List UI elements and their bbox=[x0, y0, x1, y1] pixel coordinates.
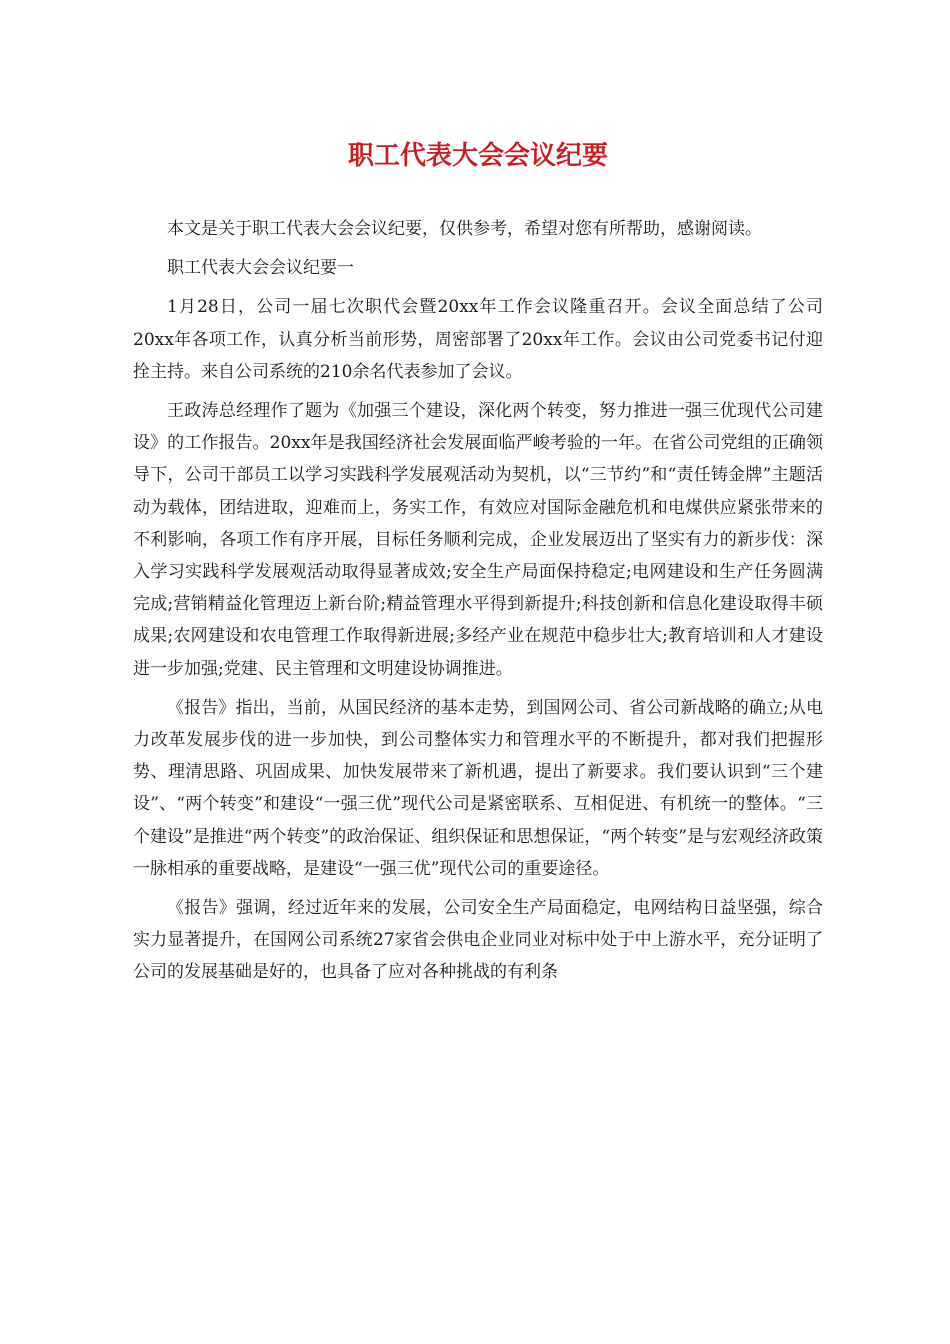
document-body bbox=[133, 213, 823, 996]
intro-paragraph: 本文是关于职工代表大会会议纪要，仅供参考，希望对您有所帮助，感谢阅读。 bbox=[167, 219, 762, 239]
document-page bbox=[133, 0, 823, 1344]
section-heading: 职工代表大会会议纪要一 bbox=[167, 258, 354, 279]
body-paragraph: 《报告》指出，当前，从国民经济的基本走势，到国网公司、省公司新战略的确立;从电力改革发展步伐的进一步加快，到公司整体实力和管理水平的不断提升，都对我们把握形势、理清思路、巩固成果、加快发展带来了新机遇，提出了新要求。我们要认识到“三个建设”、“两个转变”和建设“一强三优”现代公司是紧密联系、互相促进、有机统一的整体。“三个建设”是推进“两个转变”的政治保证、组织保证和思想保证，“两个转变”是与宏观经济政策一脉相承的重要战略，是建设“一强三优”现代公司的重要途径。 bbox=[133, 697, 823, 879]
body-paragraph: 王政涛总经理作了题为《加强三个建设，深化两个转变，努力推进一强三优现代公司建设》的工作报告。20xx年是我国经济社会发展面临严峻考验的一年。在省公司党组的正确领导下，公司干部员工以学习实践科学发展观活动为契机，以“三节约”和“责任铸金牌”主题活动为载体，团结进取，迎难而上，务实工作，有效应对国际金融危机和电煤供应紧张带来的不利影响，各项工作有序开展，目标任务顺利完成，企业发展迈出了坚实有力的新步伐：深入学习实践科学发展观活动取得显著成效;安全生产局面保持稳定;电网建设和生产任务圆满完成;营销精益化管理迈上新台阶;精益管理水平得到新提升;科技创新和信息化建设取得丰硕成果;农网建设和农电管理工作取得新进展;多经产业在规范中稳步壮大;教育培训和人才建设进一步加强;党建、民主管理和文明建设协调推进。 bbox=[133, 401, 823, 679]
document-title: 职工代表大会会议纪要 bbox=[347, 141, 608, 171]
body-paragraph: 《报告》强调，经过近年来的发展，公司安全生产局面稳定，电网结构日益坚强，综合实力显著提升，在国网公司系统27家省会供电企业同业对标中处于中上游水平，充分证明了公司的发展基础是好的，也具备了应对各种挑战的有利条 bbox=[133, 898, 823, 983]
body-paragraph: 1月28日，公司一届七次职代会暨20xx年工作会议隆重召开。会议全面总结了公司20xx年各项工作，认真分析当前形势，周密部署了20xx年工作。会议由公司党委书记付迎拴主持。来自公司系统的210余名代表参加了会议。 bbox=[133, 297, 823, 382]
